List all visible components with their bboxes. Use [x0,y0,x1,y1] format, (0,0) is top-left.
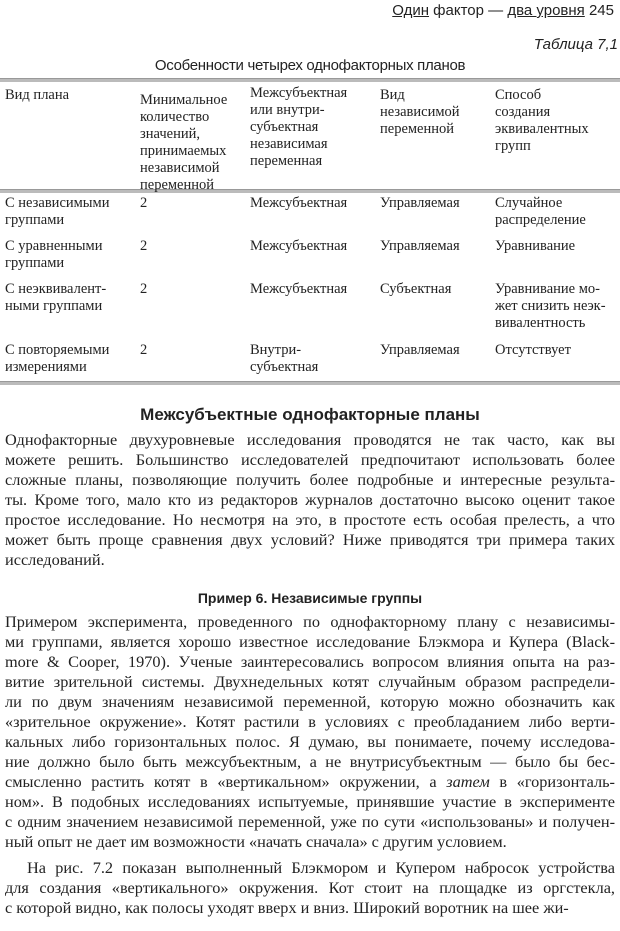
table-cell: С уравненными группами [5,238,103,271]
table-header-cell: Межсубъектная или внутри- субъектная независимая переменная [250,85,348,169]
table-cell: Межсубъектная [250,238,348,254]
table-number: Таблица 7,1 [533,36,618,53]
table-cell: Уравнивание [495,238,576,254]
text-line: кальных либо горизонтальных полос. Я думаю, вы понимаете, почему исследова- [5,732,615,751]
table-cell: 2 [140,342,148,358]
table-header-cell: Вид независимой переменной [380,87,460,137]
paragraph-2 [5,612,615,852]
running-head-mid: фактор — [429,2,508,19]
paragraph-3 [5,858,615,918]
table-header-cell: Способ создания эквивалентных групп [495,87,589,154]
paragraph-1 [5,430,615,570]
text-line: исследований. [5,550,105,569]
text-line: может быть проще сравнения двух условий? Ниже приводятся три примера таких [5,530,615,549]
table-cell: Субъектная [380,281,452,297]
text-line: витие зрительной системы. Двухнедельных котят случайным образом распредели- [5,672,615,691]
table-header-cell: Минимальное количество значений, принимаемых независимой переменной [140,92,228,193]
text-line: для создания «вертикального» окружения. Кот стоит на площадке из оргстекла, [5,878,615,897]
table-cell: С неэквивалент- ными группами [5,281,107,314]
text-line: ты. Кроме того, мало кто из редакторов журналов достаточно высоко оценит такое [5,490,615,509]
section-heading: Межсубъектные однофакторные планы [140,405,480,424]
table-cell: Отсутствует [495,342,571,358]
table-cell: Управляемая [380,238,460,254]
text-line: ный опыт не дает им возможности «начать сначала» с другим условием. [5,832,507,851]
text-segment: смысленно растить котят в «вертикальном» окружении, а [5,772,437,791]
text-line: ми группами, является хорошо известное исследование Блэкмора и Купера (Black- [5,632,615,651]
text-line: ном». В подобных исследованиях испытуемые, принявшие участие в эксперименте [5,792,615,811]
page-number: 245 [588,2,614,19]
text-line: «зрительное окружение». Котят растили в условиях с преобладанием либо верти- [5,712,615,731]
table-cell: 2 [140,238,148,254]
table-cell: Внутри- субъектная [250,342,319,375]
italic-word: затем [446,772,490,791]
example-heading: Пример 6. Независимые группы [197,590,423,606]
table-cell: Управляемая [380,342,460,358]
table-cell: Случайное распределение [495,195,586,228]
table-header-cell: Вид плана [5,87,70,103]
text-line: ние должно было быть межсубъектным, а не внутрисубъектным — было бы бес- [5,752,615,771]
text-line: Примером эксперимента, проведенного по однофакторному плану с независимы- [5,612,615,631]
table-cell: Уравнивание мо- жет снизить неэк- вивалентность [495,281,606,331]
table-cell: С повторяемыми измерениями [5,342,110,375]
text-line: Однофакторные двухуровневые исследования проводятся не так часто, как вы [5,430,615,449]
text-line: На рис. 7.2 показан выполненный Блэкмором и Купером набросок устройства [27,858,615,877]
text-line: ли по двум значениям независимой переменной, которую можно обозначить как [5,692,615,711]
text-line: сложные планы, позволяющие получить более подробные и интересные результа- [5,470,615,489]
text-line [5,772,615,792]
running-head-section: два уровня [507,2,585,19]
table-cell: Межсубъектная [250,195,348,211]
table-header-rule [0,189,620,193]
table-cell: Межсубъектная [250,281,348,297]
text-segment: в «горизонталь- [499,772,615,791]
table-top-rule [0,78,620,82]
table-cell: Управляемая [380,195,460,211]
table-cell: 2 [140,281,148,297]
text-line: more & Cooper, 1970). Ученые заинтересовались вопросом влияния опыта на раз- [5,652,615,671]
text-line: с одним значением независимой переменной, уже по сути «использованы» и получен- [5,812,615,831]
table-title: Особенности четырех однофакторных планов [154,57,466,74]
running-head-chapter: Один [392,2,430,19]
table-cell: 2 [140,195,148,211]
table-cell: С независимыми группами [5,195,110,228]
text-line: с которой видно, как полосы уходят вверх и вниз. Широкий воротник на шее жи- [5,898,569,917]
table-bottom-rule [0,381,620,385]
running-head [392,2,614,20]
text-line: можете решить. Большинство исследователей предпочитают использовать более [5,450,615,469]
text-line: простое исследование. Но несмотря на это, в простоте есть особая прелесть, а что [5,510,615,529]
